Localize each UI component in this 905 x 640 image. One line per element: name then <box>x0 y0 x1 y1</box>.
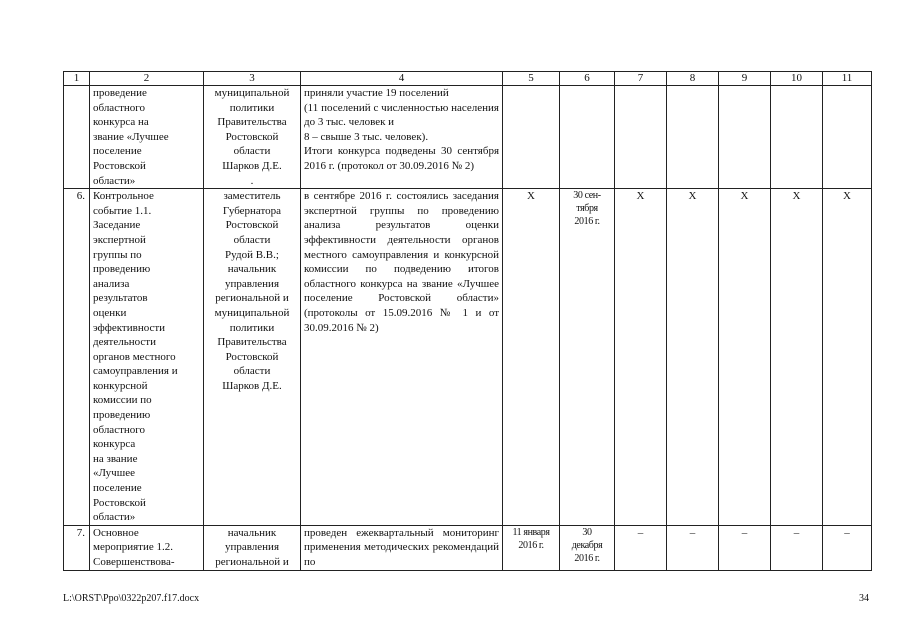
row-number: 6. <box>64 189 90 526</box>
cell-col9: – <box>719 525 771 570</box>
cell-col5 <box>503 86 560 189</box>
responsible-person: начальник управления региональной и <box>204 525 301 570</box>
result-description: проведен ежеквартальный мониторинг применения методических рекомендаций по <box>301 525 503 570</box>
cell-col5: X <box>503 189 560 526</box>
table-row <box>64 525 872 570</box>
column-number: 3 <box>204 72 301 86</box>
column-number: 1 <box>64 72 90 86</box>
table-row <box>64 189 872 526</box>
measure-name: проведение областного конкурса на звание «Лучшее поселение Ростовской области» <box>90 86 204 189</box>
measure-name: Контрольное событие 1.1. Заседание экспертной группы по проведению анализа результатов оценки эффективности деятельности органов местного самоуправления и конкурсной комиссии по проведению областного конкурса на звание «Лучшее поселение Ростовской области» <box>90 189 204 526</box>
cell-col6: 30 декабря 2016 г. <box>560 525 615 570</box>
cell-col8: X <box>667 189 719 526</box>
column-number-row <box>64 72 872 86</box>
column-number: 5 <box>503 72 560 86</box>
cell-col10 <box>771 86 823 189</box>
cell-col10: – <box>771 525 823 570</box>
cell-col5: 11 января 2016 г. <box>503 525 560 570</box>
column-number: 9 <box>719 72 771 86</box>
footer-file-path: L:\ORST\Ppo\0322p207.f17.docx <box>63 593 200 604</box>
measure-name: Основное мероприятие 1.2. Совершенствова- <box>90 525 204 570</box>
cell-col7: X <box>615 189 667 526</box>
cell-col11: – <box>823 525 872 570</box>
cell-col11 <box>823 86 872 189</box>
cell-col10: X <box>771 189 823 526</box>
table-row <box>64 86 872 189</box>
row-number: 7. <box>64 525 90 570</box>
column-number: 8 <box>667 72 719 86</box>
cell-col6 <box>560 86 615 189</box>
cell-col11: X <box>823 189 872 526</box>
result-description: в сентябре 2016 г. состоялись заседания экспертной группы по проведению анализа результатов оценки эффективности деятельности органов местного самоуправления и конкурсной комиссии по подведению итогов областного конкурса на звание «Лучшее поселение Ростовской области» (протоколы от 15.09.2016 № 1 и от 30.09.2016 № 2) <box>301 189 503 526</box>
column-number: 2 <box>90 72 204 86</box>
column-number: 7 <box>615 72 667 86</box>
column-number: 11 <box>823 72 872 86</box>
row-number <box>64 86 90 189</box>
responsible-person: муниципальной политики Правительства Ростовской области Шарков Д.Е. . <box>204 86 301 189</box>
responsible-person: заместитель Губернатора Ростовской области Рудой В.В.; начальник управления региональной и муниципальной политики Правительства Ростовской области Шарков Д.Е. <box>204 189 301 526</box>
result-description: приняли участие 19 поселений (11 поселений с численностью населения до 3 тыс. человек и 8 – свыше 3 тыс. человек). Итоги конкурса подведены 30 сентября 2016 г. (протокол от 30.09.2016 № 2) <box>301 86 503 189</box>
cell-col8 <box>667 86 719 189</box>
cell-col8: – <box>667 525 719 570</box>
cell-col7: – <box>615 525 667 570</box>
report-table <box>63 71 872 571</box>
cell-col7 <box>615 86 667 189</box>
column-number: 10 <box>771 72 823 86</box>
column-number: 6 <box>560 72 615 86</box>
column-number: 4 <box>301 72 503 86</box>
page-number: 34 <box>859 593 869 604</box>
cell-col9 <box>719 86 771 189</box>
cell-col6: 30 сен- тября 2016 г. <box>560 189 615 526</box>
cell-col9: X <box>719 189 771 526</box>
